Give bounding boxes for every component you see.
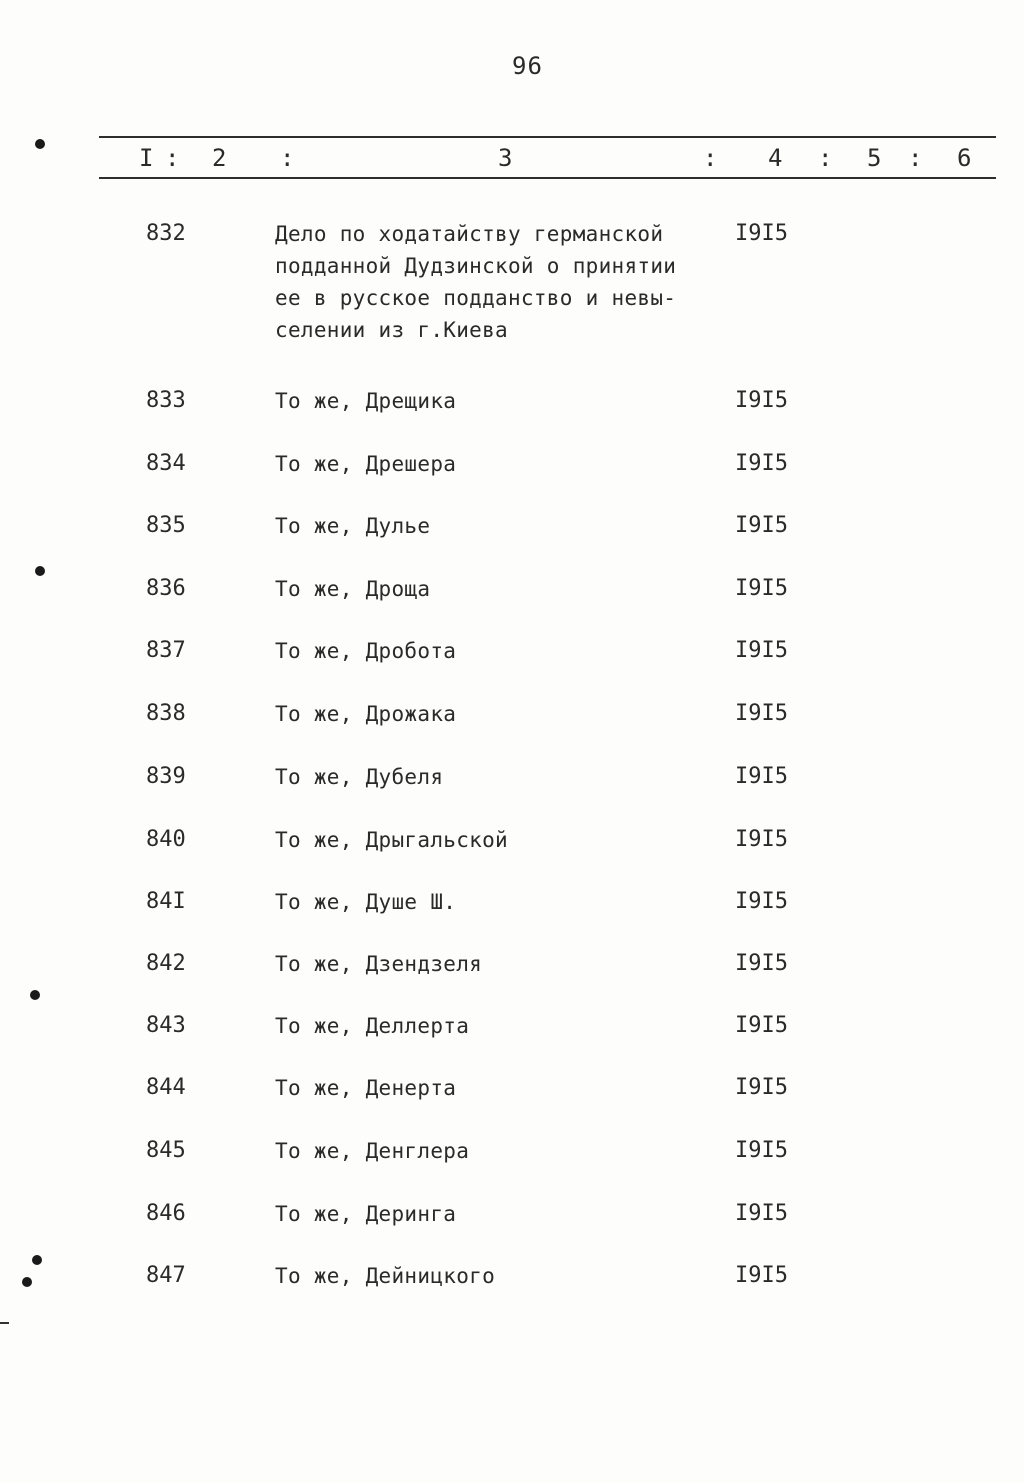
entry-number: 834 [146, 451, 186, 476]
entry-year: I9I5 [735, 513, 788, 538]
header-col-3: 3 [498, 144, 513, 172]
entry-number: 840 [146, 827, 186, 852]
entry-year: I9I5 [735, 889, 788, 914]
entry-year: I9I5 [735, 451, 788, 476]
entry-year: I9I5 [735, 1263, 788, 1288]
entry-year: I9I5 [735, 1075, 788, 1100]
entry-description: То же, Душе Ш. [275, 890, 457, 914]
entry-year: I9I5 [735, 1013, 788, 1038]
entry-description: То же, Дрыгальской [275, 828, 508, 852]
entry-description: То же, Дробота [275, 639, 457, 663]
header-col-6: 6 [957, 144, 972, 172]
header-separator: : [280, 144, 295, 172]
entry-description: То же, Дулье [275, 514, 431, 538]
entry-description: То же, Денглера [275, 1139, 470, 1163]
binder-hole-mark [22, 1277, 32, 1287]
header-col-5: 5 [867, 144, 882, 172]
entry-description: То же, Дубеля [275, 765, 444, 789]
entry-year: I9I5 [735, 701, 788, 726]
header-col-4: 4 [768, 144, 783, 172]
entry-number: 84I [146, 889, 186, 914]
entry-number: 845 [146, 1138, 186, 1163]
header-separator: : [818, 144, 833, 172]
entry-number: 846 [146, 1201, 186, 1226]
header-col-1: I [139, 144, 154, 172]
entry-year: I9I5 [735, 576, 788, 601]
entry-number: 847 [146, 1263, 186, 1288]
entry-description: То же, Деринга [275, 1202, 457, 1226]
header-separator: : [703, 144, 718, 172]
entry-description: То же, Дрожака [275, 702, 457, 726]
header-top-rule [99, 136, 996, 138]
binder-hole-mark [30, 990, 40, 1000]
entry-number: 833 [146, 388, 186, 413]
entry-description: То же, Деллерта [275, 1014, 470, 1038]
entry-description: Дело по ходатайству германской подданной Дудзинской о принятии ее в русское подданство и невы- селении из г.Киева [275, 222, 677, 342]
binder-hole-mark [32, 1255, 42, 1265]
entry-year: I9I5 [735, 827, 788, 852]
entry-description: То же, Дзендзеля [275, 952, 483, 976]
entry-year: I9I5 [735, 388, 788, 413]
entry-number: 839 [146, 764, 186, 789]
entry-year: I9I5 [735, 951, 788, 976]
header-separator: : [908, 144, 923, 172]
entry-description: То же, Дейницкого [275, 1264, 496, 1288]
binder-hole-mark [35, 139, 45, 149]
entry-year: I9I5 [735, 1201, 788, 1226]
entry-year: I9I5 [735, 638, 788, 663]
entry-description: То же, Дроща [275, 577, 431, 601]
margin-mark [0, 1322, 9, 1324]
entry-description: То же, Денерта [275, 1076, 457, 1100]
entry-number: 832 [146, 221, 186, 246]
header-bottom-rule [99, 177, 996, 179]
header-separator: : [165, 144, 180, 172]
entry-year: I9I5 [735, 1138, 788, 1163]
entry-description: То же, Дрещика [275, 389, 457, 413]
binder-hole-mark [35, 566, 45, 576]
entry-number: 843 [146, 1013, 186, 1038]
entry-year: I9I5 [735, 764, 788, 789]
entry-number: 842 [146, 951, 186, 976]
header-col-2: 2 [212, 144, 227, 172]
entry-number: 835 [146, 513, 186, 538]
entry-number: 837 [146, 638, 186, 663]
entry-year: I9I5 [735, 221, 788, 246]
page-number: 96 [512, 52, 543, 80]
entry-number: 836 [146, 576, 186, 601]
entry-description: То же, Дрешера [275, 452, 457, 476]
entry-number: 844 [146, 1075, 186, 1100]
entry-number: 838 [146, 701, 186, 726]
